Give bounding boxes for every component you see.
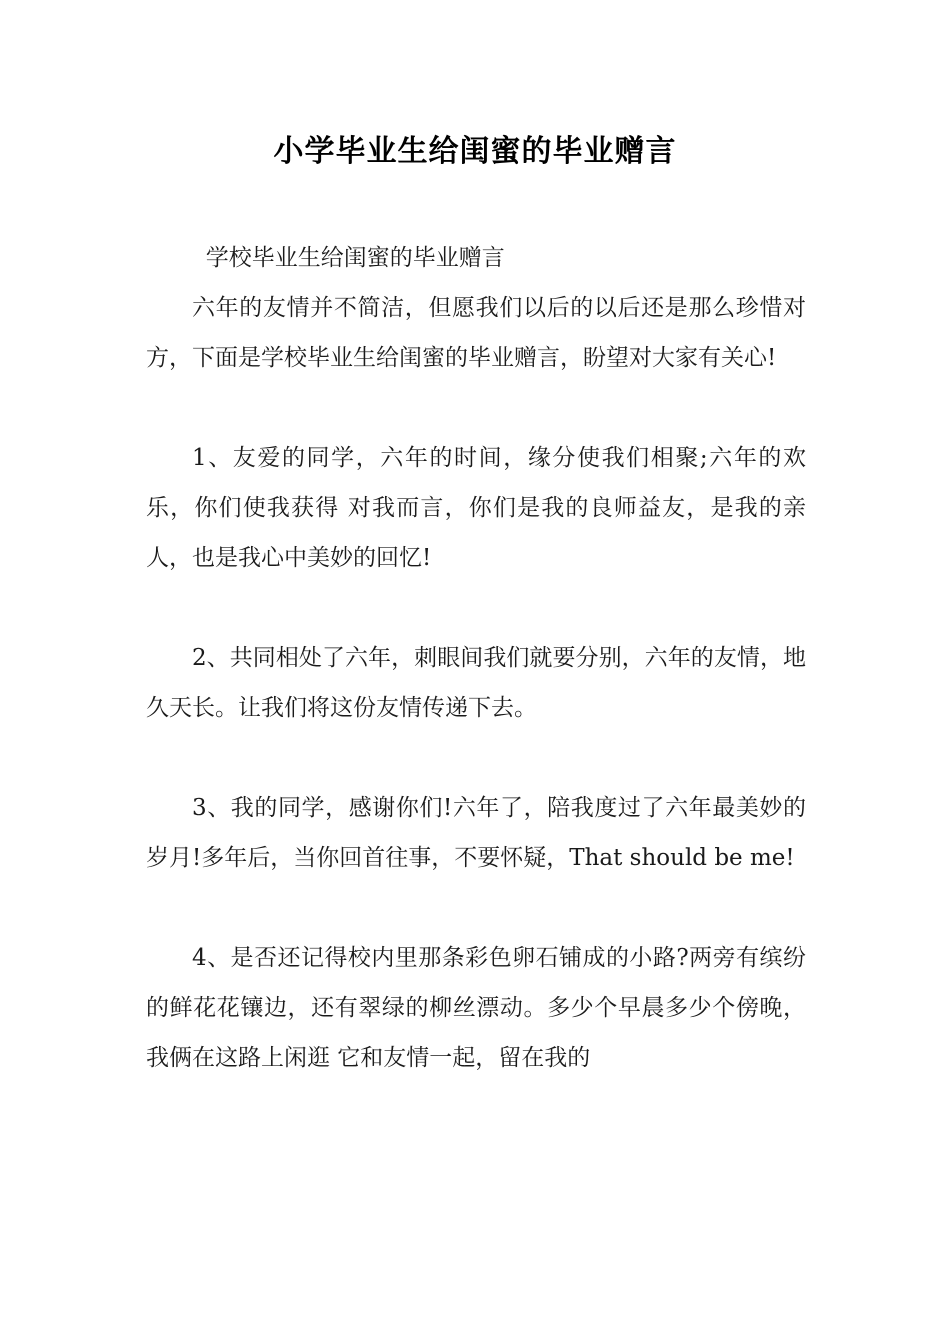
paragraph-spacer <box>146 383 806 433</box>
paragraph-spacer <box>146 583 806 633</box>
document-title: 小学毕业生给闺蜜的毕业赠言 <box>273 134 677 169</box>
list-item-2: 2、共同相处了六年，刺眼间我们就要分别，六年的友情，地久天长。让我们将这份友情传递下去。 <box>146 645 806 721</box>
paragraph-spacer <box>146 733 806 783</box>
document-body <box>146 233 806 1083</box>
paragraph-spacer <box>146 883 806 933</box>
intro-paragraph: 六年的友情并不简洁，但愿我们以后的以后还是那么珍惜对方，下面是学校毕业生给闺蜜的毕业赠言，盼望对大家有关心! <box>146 295 806 371</box>
list-item-1: 1、友爱的同学，六年的时间，缘分使我们相聚;六年的欢乐，你们使我获得 对我而言，你们是我的良师益友，是我的亲人，也是我心中美妙的回忆! <box>146 445 806 571</box>
list-item-3: 3、我的同学，感谢你们!六年了，陪我度过了六年最美妙的岁月!多年后，当你回首往事，不要怀疑，That should be me! <box>146 795 806 871</box>
document-subtitle: 学校毕业生给闺蜜的毕业赠言 <box>205 245 505 271</box>
list-item-4: 4、是否还记得校内里那条彩色卵石铺成的小路?两旁有缤纷的鲜花花镶边，还有翠绿的柳丝漂动。多少个早晨多少个傍晚，我俩在这路上闲逛 它和友情一起，留在我的 <box>146 945 806 1071</box>
